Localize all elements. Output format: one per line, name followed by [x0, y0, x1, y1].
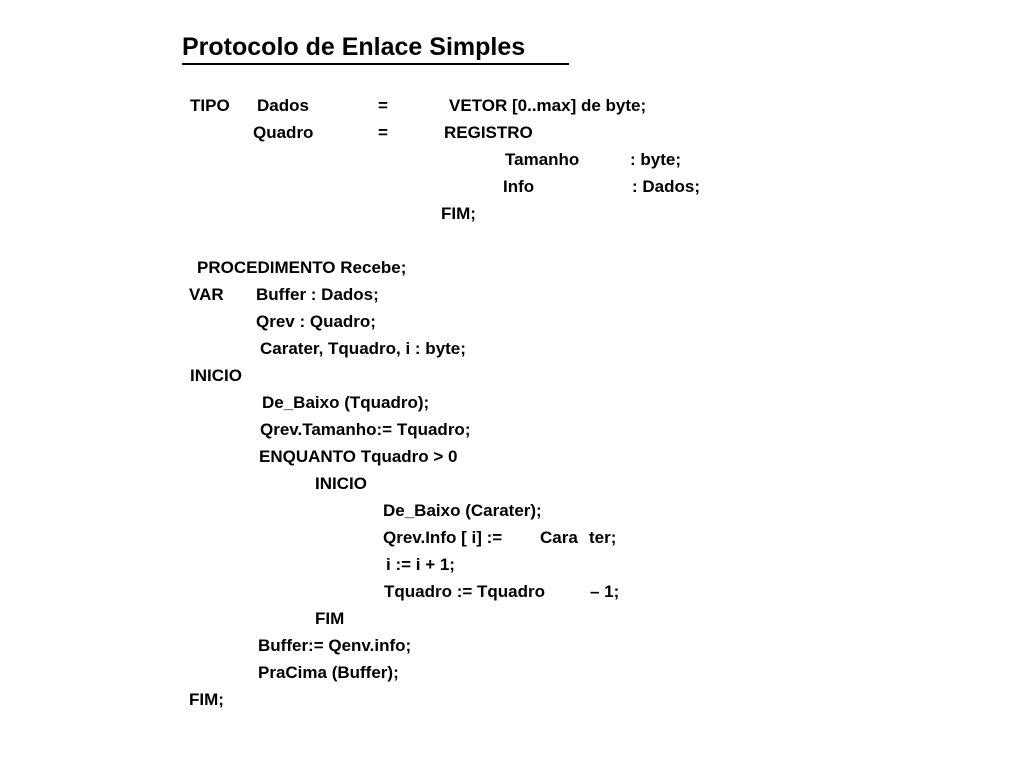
loop-inicio: INICIO	[315, 474, 367, 493]
stmt-increment-i: i := i + 1;	[386, 555, 455, 574]
stmt-de-baixo-carater: De_Baixo (Carater);	[383, 501, 542, 520]
stmt-qrev-info-value-part2: ter;	[589, 528, 617, 547]
var-keyword: VAR	[189, 285, 224, 304]
stmt-decrement-tquadro: Tquadro := Tquadro	[384, 582, 546, 601]
proc-inicio: INICIO	[190, 366, 242, 385]
type-fim: FIM;	[441, 204, 476, 223]
var-buffer: Buffer : Dados;	[256, 285, 379, 304]
var-carater: Carater, Tquadro, i : byte;	[260, 339, 466, 358]
var-qrev: Qrev : Quadro;	[256, 312, 376, 331]
field-tamanho-name: Tamanho	[505, 150, 580, 169]
dados-definition: VETOR [0..max] de byte;	[449, 96, 647, 115]
stmt-pracima: PraCima (Buffer);	[258, 663, 399, 682]
field-info-name: Info	[503, 177, 535, 196]
stmt-decrement-amount: – 1;	[590, 582, 620, 601]
stmt-de-baixo-tquadro: De_Baixo (Tquadro);	[262, 393, 430, 412]
proc-fim: FIM;	[189, 690, 224, 709]
quadro-equals: =	[378, 123, 388, 142]
dados-type-name: Dados	[257, 96, 309, 115]
field-info-type: : Dados;	[632, 177, 700, 196]
field-tamanho-type: : byte;	[630, 150, 681, 169]
loop-fim: FIM	[315, 609, 345, 628]
stmt-qrev-tamanho: Qrev.Tamanho:= Tquadro;	[260, 420, 471, 439]
stmt-qrev-info-value-part1: Cara	[540, 528, 578, 547]
title-underline	[182, 63, 569, 65]
stmt-qrev-info: Qrev.Info [ i] :=	[383, 528, 503, 547]
procedure-header: PROCEDIMENTO Recebe;	[197, 258, 407, 277]
quadro-definition: REGISTRO	[444, 123, 533, 142]
dados-equals: =	[378, 96, 388, 115]
quadro-type-name: Quadro	[253, 123, 314, 142]
stmt-enquanto: ENQUANTO Tquadro > 0	[259, 447, 458, 466]
slide-title: Protocolo de Enlace Simples	[182, 33, 526, 61]
stmt-buffer-assign: Buffer:= Qenv.info;	[258, 636, 412, 655]
tipo-keyword: TIPO	[190, 96, 230, 115]
